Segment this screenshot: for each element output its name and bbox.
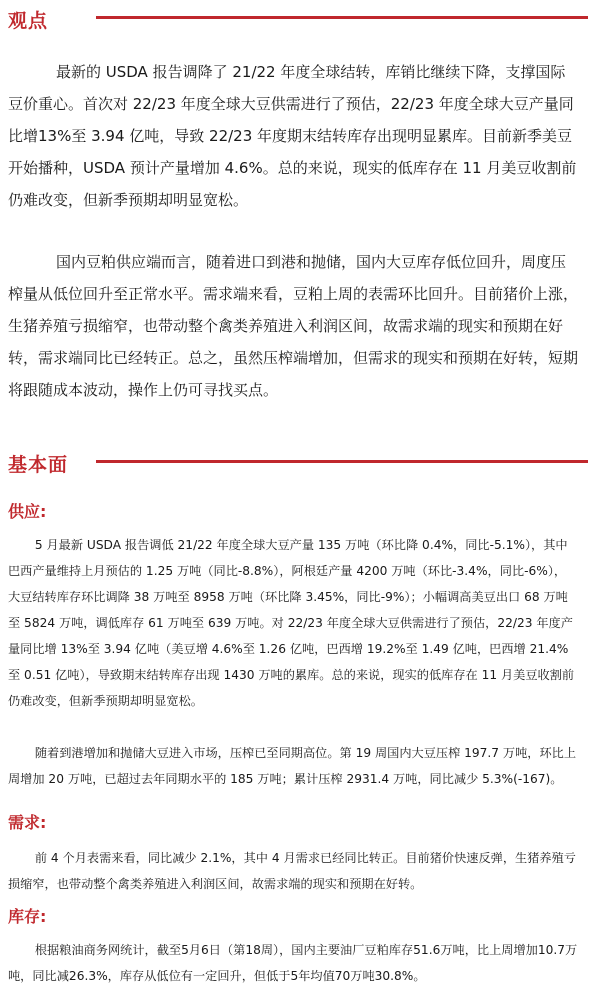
demand-paragraph-1: 前 4 个月表需来看，同比减少 2.1%，其中 4 月需求已经同比转正。目前猪价快速反弹，生猪养殖亏损缩窄，也带动整个禽类养殖进入利润区间，故需求端的现实和预期在好转。 xyxy=(8,851,576,891)
viewpoint-divider xyxy=(96,16,588,19)
demand-heading: 需求: xyxy=(8,813,47,832)
fundamentals-title: 基本面 xyxy=(8,454,69,476)
supply-paragraph-1: 5 月最新 USDA 报告调低 21/22 年度全球大豆产量 135 万吨（环比降 0.4%，同比-5.1%），其中巴西产量维持上月预估的 1.25 万吨（同比-8.8%），阿根廷产量 4200 万吨（环比-3.4%，同比-6%），大豆结转库存环比调降 38 万吨至 8958 万吨（环比降 3.45%，同比-9%）；小幅调高美豆出口 68 万吨至 5824 万吨，调低库存 61 万吨至 639 万吨。对 22/23 年度全球大豆供需进行了预估，22/23 年度产量同比增 13%至 3.94 亿吨（美豆增 4.6%至 1.26 亿吨，巴西增 19.2%至 1.49 亿吨，巴西增 21.4%至 0.51 亿吨），导致期末结转库存出现 1430 万吨的累库。总的来说，现实的低库存在 11 月美豆收割前仍难改变，但新季预期却明显宽松。 xyxy=(8,538,575,708)
inventory-paragraph-1: 根据粮油商务网统计，截至5月6日（第18周），国内主要油厂豆粕库存51.6万吨，比上周增加10.7万吨，同比减26.3%，库存从低位有一定回升，但低于5年均值70万吨30.8%。 xyxy=(8,943,578,983)
viewpoint-paragraph-2: 国内豆粕供应端而言，随着进口到港和抛储，国内大豆库存低位回升，周度压榨量从低位回升至正常水平。需求端来看，豆粕上周的表需环比回升。目前猪价上涨，生猪养殖亏损缩窄，也带动整个禽类养殖进入利润区间，故需求端的现实和预期在好转，需求端同比已经转正。总之，虽然压榨端增加，但需求的现实和预期在好转，短期将跟随成本波动，操作上仍可寻找买点。 xyxy=(8,253,579,399)
viewpoint-section-header xyxy=(0,2,596,42)
supply-paragraph-2: 随着到港增加和抛储大豆进入市场，压榨已至同期高位。第 19 周国内大豆压榨 197.7 万吨，环比上周增加 20 万吨，已超过去年同期水平的 185 万吨；累计压榨 2931.4 万吨，同比减少 5.3%(-167)。 xyxy=(8,746,577,786)
viewpoint-title: 观点 xyxy=(8,10,49,32)
inventory-heading: 库存: xyxy=(8,907,47,926)
fundamentals-divider xyxy=(96,460,588,463)
viewpoint-paragraph-1: 最新的 USDA 报告调降了 21/22 年度全球结转，库销比继续下降，支撑国际豆价重心。首次对 22/23 年度全球大豆供需进行了预估，22/23 年度全球大豆产量同比增13%至 3.94 亿吨，导致 22/23 年度期末结转库存出现明显累库。目前新季美豆开始播种，USDA 预计产量增加 4.6%。总的来说，现实的低库存在 11 月美豆收割前仍难改变，但新季预期却明显宽松。 xyxy=(8,63,577,209)
fundamentals-section-header xyxy=(0,446,596,486)
supply-heading: 供应: xyxy=(8,502,47,521)
